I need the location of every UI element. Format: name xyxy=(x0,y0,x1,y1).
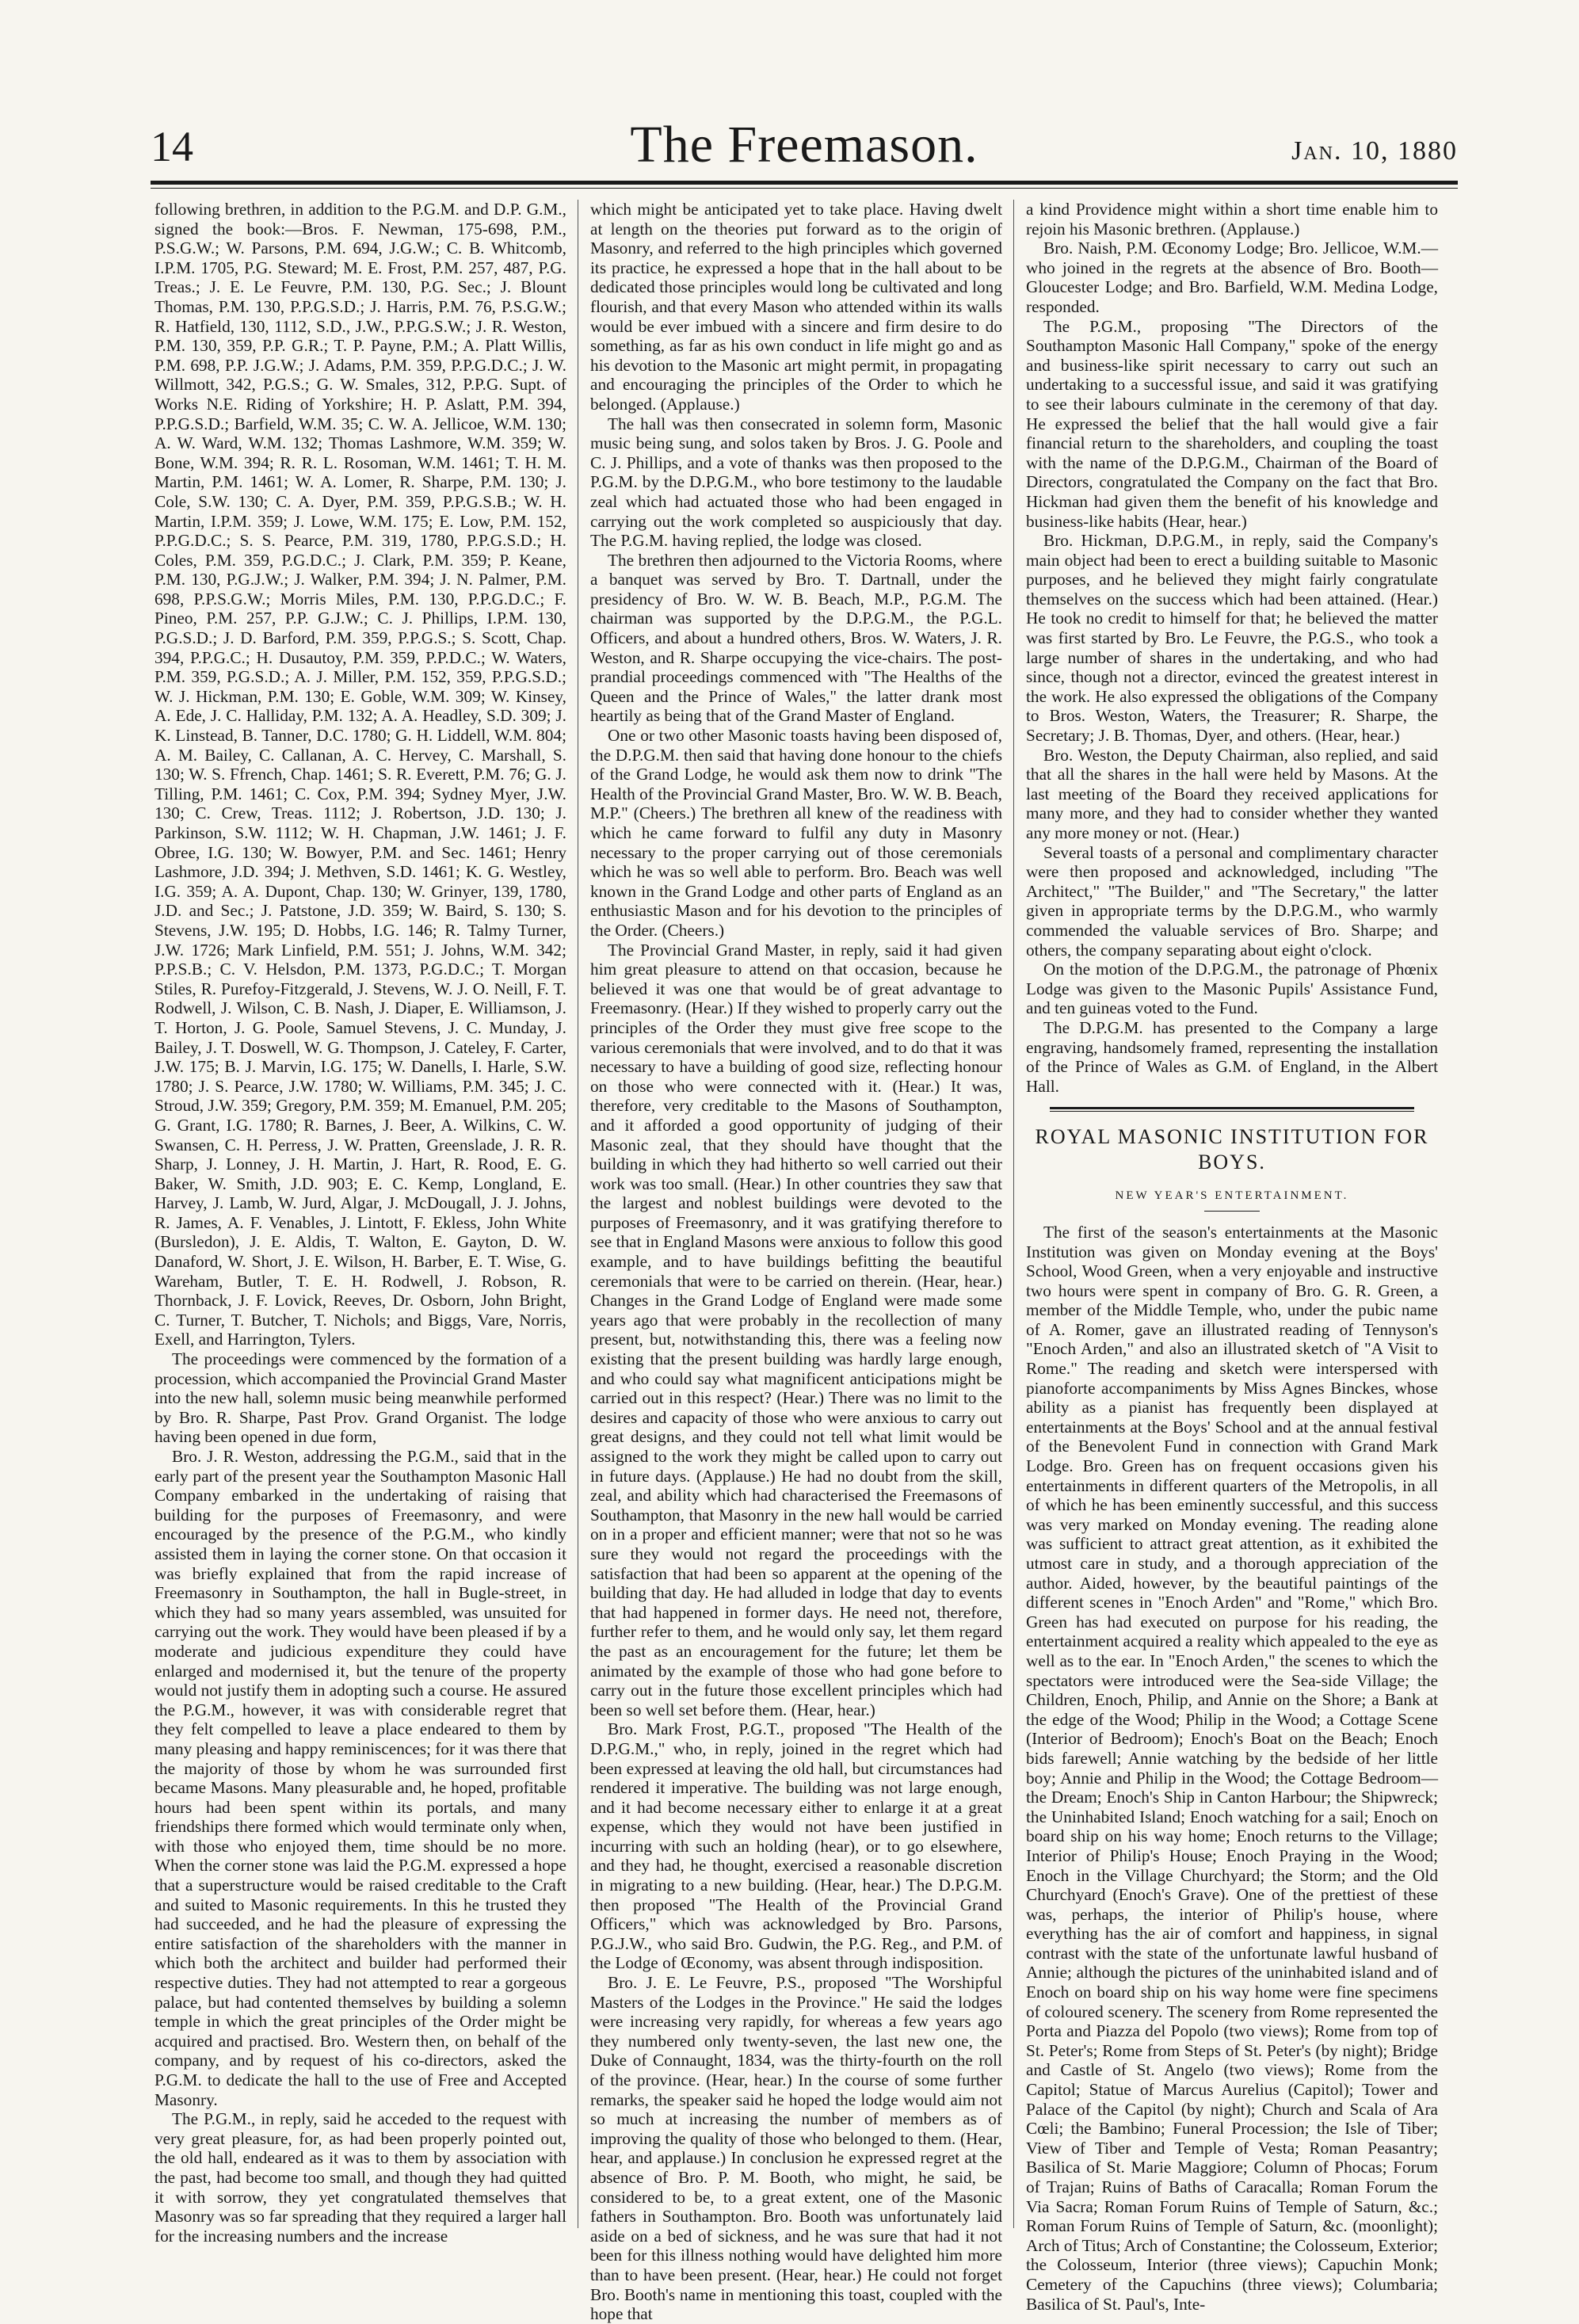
paragraph: Bro. Hickman, D.P.G.M., in reply, said the Company's main object had been to erect a building suitable to Masonic purposes, and he believed they might fairly congratulate themselves on the success which had been attained. (Hear.) He took no credit to himself for that; he believed the matter was first started by Bro. Le Feuvre, the P.G.S., who took a large number of shares in the undertaking, and who had since, though not a director, evinced the greatest interest in the work. He also expressed the obligations of the Company to Bros. Weston, Waters, the Treasurer; R. Sharpe, the Secretary; J. B. Thomas, Dyer, and others. (Hear, hear.) xyxy=(1026,531,1438,746)
paragraph: The Provincial Grand Master, in reply, said it had given him great pleasure to attend on that occasion, because he believed it was one that would be of great advantage to Freemasonry. (Hear.) If they wished to properly carry out the principles of the Order they must give free scope to the various ceremonials that were involved, and to do that it was necessary to have a building of good size, reflecting honour on those who were connected with it. (Hear.) It was, therefore, very creditable to the Masons of Southampton, and it afforded a good opportunity of judging of their Masonic zeal, that they should have thought that the building in which they had hitherto so well carried out their work was too small. (Hear.) In other countries they saw that the largest and noblest buildings were devoted to the purposes of Freemasonry, and it was gratifying therefore to see that in England Masons were anxious to follow this good example, and to have buildings befitting the beautiful ceremonials that were to be carried on therein. (Hear, hear.) Changes in the Grand Lodge of England were made some years ago that were probably in the recollection of many present, but, notwithstanding this, there was a feeling now existing that the present building was hardly large enough, and who could say what magnificent anticipations might be carried out in this respect? (Hear.) There was no limit to the desires and capacity of those who were anxious to carry out great designs, and they could not tell what limit would be assigned to the work they might be called upon to carry out in future days. (Applause.) He had no doubt from the skill, zeal, and ability which had characterised the Freemasons of Southampton, that Masonry in the new hall would be carried on in a proper and efficient manner; were that not so he was sure they would not regard the proceedings with the satisfaction that had been so apparent at the opening of the building that day. He had alluded in lodge that day to events that had happened in former days. He need not, therefore, further refer to them, and he would only say, let them regard the past as an encouragement for the future; let them be animated by the example of those who had gone before to carry out in the future those excellent principles which had been so well set before them. (Hear, hear.) xyxy=(590,940,1002,1719)
masthead-rule-thin xyxy=(151,188,1458,189)
paragraph: Bro. Weston, the Deputy Chairman, also replied, and said that all the shares in the hall were held by Masons. At the last meeting of the Board they received applications for many more, and they had to consider whether they wanted any more money or not. (Hear.) xyxy=(1026,745,1438,842)
paragraph: which might be anticipated yet to take place. Having dwelt at length on the theories put forward as to the origin of Masonry, and referred to the high principles which governed its practice, he expressed a hope that in the hall about to be dedicated those principles would long be cultivated and long flourish, and that every Mason who attended within its walls would be ever imbued with a sincere and firm desire to do something, as far as his own conduct in life might go and as his devotion to the Masonic art might permit, in propagating and encouraging the principles of the Order to which he belonged. (Applause.) xyxy=(590,200,1002,414)
column-divider xyxy=(1013,200,1014,2228)
subheading-rule xyxy=(1204,1211,1260,1212)
paragraph: The first of the season's entertainments at the Masonic Institution was given on Monday evening at the Boys' School, Wood Green, when a very enjoyable and instructive two hours were spent in company of Bro. G. R. Green, a member of the Middle Temple, who, under the pubic name of A. Romer, gave an illustrated reading of Tennyson's "Enoch Arden," and also an illustrated sketch of "A Visit to Rome." The reading and sketch were interspersed with pianoforte accompaniments by Miss Agnes Binckes, whose ability as a pianist has frequently been displayed at entertainments at the Boys' School and at the annual festival of the Benevolent Fund in connection with Grand Mark Lodge. Bro. Green has on frequent occasions given his entertainments in different quarters of the Metropolis, in all of which he has been eminently successful, and this success was very marked on Monday evening. The reading alone was sufficient to attract great attention, as it exhibited the utmost care in study, and a thorough appreciation of the author. Aided, however, by the beautiful paintings of the different scenes in "Enoch Arden" and "Rome," which Bro. Green has had executed on purpose for his reading, the entertainment acquired a reality which appealed to the eye as well as to the ear. In "Enoch Arden," the scenes to which the spectators were introduced were the Sea-side Village; the Children, Enoch, Philip, and Annie on the Shore; a Bank at the edge of the Wood; Philip in the Wood; a Cottage Scene (Interior of Bedroom); Enoch's Boat on the Beach; Enoch bids farewell; Annie watching by the bedside of her little boy; Annie and Philip in the Wood; the Cottage Bedroom—the Dream; Enoch's Ship in Canton Harbour; the Shipwreck; the Uninhabited Island; Enoch watching for a sail; Enoch on board ship on his way home; Enoch returns to the Village; Interior of Philip's House; Enoch Praying in the Wood; Enoch in the Village Churchyard; the Storm; and the Old Churchyard (Enoch's Grave). One of the prettiest of these was, perhaps, the interior of Philip's house, where everything has the air of comfort and happiness, in signal contrast with the state of the unfortunate lawful husband of Annie; although the pictures of the uninhabited island and of Enoch on board ship on his way home were fine specimens of coloured scenery. The scenery from Rome represented the Porta and Piazza del Popolo (two views); Rome from top of St. Peter's; Rome from Steps of St. Peter's (by night); Bridge and Castle of St. Angelo (two views); Rome from the Capitol; Statue of Marcus Aurelius (Capitol); Tower and Palace of the Capitol (by night); Church and Scala of Ara Cœli; the Bambino; Funeral Procession; the Isle of Tiber; View of Tiber and Temple of Vesta; Roman Peasantry; Basilica of St. Marie Maggiore; Column of Phocas; Forum of Trajan; Ruins of Baths of Caracalla; Roman Forum the Via Sacra; Roman Forum Ruins of Temple of Saturn, &c.; Roman Forum Ruins of Temple of Saturn, &c. (moonlight); Arch of Titus; Arch of Constantine; the Colosseum, Exterior; the Colosseum, Interior (three views); Capuchin Monk; Cemetery of the Capuchins (three views); Columbaria; Basilica of St. Paul's, Inte- xyxy=(1026,1222,1438,2314)
page-number: 14 xyxy=(151,123,193,170)
column-1 xyxy=(154,200,566,2246)
column-3 xyxy=(1026,200,1438,2314)
paragraph: Bro. J. R. Weston, addressing the P.G.M., said that in the early part of the present year the Southampton Masonic Hall Company embarked in the undertaking of raising that building for the purposes of Freemasonry, and were encouraged by the presence of the P.G.M., who kindly assisted them in laying the corner stone. On that occasion it was briefly explained that from the rapid increase of Freemasonry in Southampton, the hall in Bugle-street, in which they had so many years assembled, was unsuited for carrying out the work. They would have been pleased if by a moderate and judicious expenditure they could have enlarged and modernised it, but the tenure of the property would not justify them in adopting such a course. He assured the P.G.M., however, it was with considerable regret that they felt compelled to leave a place endeared to them by many pleasing and happy reminiscences; for it was there that the majority of those by whom he was surrounded first became Masons. Many pleasurable and, he hoped, profitable hours had been spent within its portals, and many friendships there formed which would terminate only when, with those who enjoyed them, time should be no more. When the corner stone was laid the P.G.M. expressed a hope that a superstructure would be raised creditable to the Craft and suited to Masonic requirements. In this he trusted they had succeeded, and he had the pleasure of expressing the entire satisfaction of the shareholders with the manner in which both the architect and builder had performed their respective duties. They had not attempted to rear a gorgeous palace, but had contented themselves by building a solemn temple in which the great principles of the Order might be acquired and practised. Bro. Western then, on behalf of the company, and by request of his co-directors, asked the P.G.M. to dedicate the hall to the use of Free and Accepted Masonry. xyxy=(154,1447,566,2109)
paragraph: On the motion of the D.P.G.M., the patronage of Phœnix Lodge was given to the Masonic Pupils' Assistance Fund, and ten guineas voted to the Fund. xyxy=(1026,960,1438,1018)
paragraph: One or two other Masonic toasts having been disposed of, the D.P.G.M. then said that having done honour to the chiefs of the Grand Lodge, he would ask them now to drink "The Health of the Provincial Grand Master, Bro. W. W. B. Beach, M.P." (Cheers.) The brethren all knew of the readiness with which he came forward to fulfil any duty in Masonry necessary to the proper carrying out of those ceremonials which he was so well able to perform. Bro. Beach was well known in the Grand Lodge and other parts of England as an enthusiastic Mason and for his devotion to the principles of the Order. (Cheers.) xyxy=(590,726,1002,940)
section-divider xyxy=(1050,1107,1414,1109)
paragraph: a kind Providence might within a short time enable him to rejoin his Masonic brethren. (Applause.) xyxy=(1026,200,1438,239)
paragraph: The D.P.G.M. has presented to the Company a large engraving, handsomely framed, representing the installation of the Prince of Wales as G.M. of England, in the Albert Hall. xyxy=(1026,1017,1438,1096)
paragraph: Bro. J. E. Le Feuvre, P.S., proposed "The Worshipful Masters of the Lodges in the Province." He said the lodges were increasing very rapidly, for whereas a few years ago they numbered only twenty-seven, the last new one, the Duke of Connaught, 1834, was the thirty-fourth on the roll of the province. (Hear, hear.) In the course of some further remarks, the speaker said he hoped the lodge would aim not so much at increasing the number of members as of improving the quality of those who belonged to them. (Hear, hear, and applause.) In conclusion he expressed regret at the absence of Bro. P. M. Booth, who might, he said, be considered to be, to a great extent, one of the Masonic fathers in Southampton. Bro. Booth was unfortunately laid aside on a bed of sickness, and he was sure that had it not been for this illness nothing would have delighted him more than to have been present. (Hear, hear.) He could not forget Bro. Booth's name in mentioning this toast, coupled with the hope that xyxy=(590,1973,1002,2324)
masthead xyxy=(151,116,1458,176)
paragraph: following brethren, in addition to the P.G.M. and D.P. G.M., signed the book:—Bros. F. Newman, 175-698, P.M., P.S.G.W.; W. Parsons, P.M. 694, J.G.W.; C. B. Whitcomb, I.P.M. 1705, P.G. Steward; M. E. Frost, P.M. 257, 487, P.G. Treas.; J. E. Le Feuvre, P.M. 130, P.G. Sec.; J. Blount Thomas, P.M. 130, P.P.G.S.D.; J. Harris, P.M. 76, P.S.G.W.; R. Hatfield, 130, 1112, S.D., J.W., P.P.G.S.W.; J. R. Weston, P.M. 130, 359, P.P. G.R.; T. P. Payne, P.M.; A. Platt Willis, P.M. 698, P.P. J.G.W.; J. Adams, P.M. 359, P.P.G.D.C.; J. W. Willmott, 342, P.G.S.; G. W. Smales, 312, P.P.G. Supt. of Works N.E. Riding of Yorkshire; H. P. Aslatt, P.M. 394, P.P.G.S.D.; Barfield, W.M. 35; C. W. A. Jellicoe, W.M. 130; A. W. Ward, W.M. 132; Thomas Lashmore, W.M. 359; W. Bone, W.M. 394; R. R. L. Rosoman, W.M. 1461; T. H. M. Martin, P.M. 1461; W. A. Lomer, R. Sharpe, P.M. 130; J. Cole, S.W. 130; C. A. Dyer, P.M. 359, P.P.G.S.B.; W. H. Martin, I.P.M. 359; J. Lowe, W.M. 175; E. Low, P.M. 152, P.P.G.D.C.; S. S. Pearce, P.M. 319, 1780, P.P.G.S.D.; H. Coles, P.M. 359, P.G.D.C.; J. Clark, P.M. 359; P. Keane, P.M. 130, P.G.J.W.; J. Walker, P.M. 394; J. N. Palmer, P.M. 698, P.P.S.G.W.; Morris Miles, P.M. 130, P.P.G.D.C.; F. Pineo, P.M. 257, P.P. G.J.W.; C. J. Phillips, I.P.M. 130, P.G.S.D.; J. D. Barford, P.M. 359, P.P.G.S.; S. Scott, Chap. 394, P.P.G.C.; H. Dusautoy, P.M. 359, P.P.D.C.; W. Waters, P.M. 359, P.G.S.D.; A. J. Miller, P.M. 152, 359, P.P.G.S.D.; W. J. Hickman, P.M. 130; E. Goble, W.M. 309; W. Kinsey, A. Ede, J. C. Halliday, P.M. 132; A. A. Headley, S.D. 309; J. K. Linstead, B. Tanner, D.C. 1780; G. H. Liddell, W.M. 804; A. M. Bailey, C. Callanan, A. C. Hervey, C. Marshall, S. 130; W. S. Ffrench, Chap. 1461; S. R. Everett, P.M. 76; G. J. Tilling, P.M. 1461; C. Cox, P.M. 394; Sydney Myer, J.W. 130; C. Crew, Treas. 1112; J. Robertson, J.D. 130; J. Parkinson, S.W. 1112; W. H. Chapman, J.W. 1461; J. F. Obree, I.G. 130; W. Bowyer, P.M. and Sec. 1461; Henry Lashmore, J.D. 394; J. Methven, S.D. 1461; K. G. Westley, I.G. 359; A. A. Dupont, Chap. 130; W. Grinyer, 139, 1780, J.D. and Sec.; J. Patstone, J.D. 359; W. Baird, S. 130; S. Stevens, J.W. 195; D. Hobbs, I.G. 146; R. Talmy Turner, J.W. 1726; Mark Linfield, P.M. 551; J. Johns, W.M. 342; P.P.S.B.; C. V. Helsdon, P.M. 1373, P.G.D.C.; T. Morgan Stiles, R. Purefoy-Fitzgerald, J. Stevens, W. J. O. Neill, F. T. Rodwell, J. Wilson, C. B. Nash, J. Diaper, E. Williamson, J. T. Horton, J. G. Poole, Samuel Stevens, J. C. Munday, J. Bailey, J. T. Doswell, W. G. Thompson, J. Cateley, F. Carter, J.W. 175; B. J. Marvin, I.G. 175; W. Danells, I. Harle, S.W. 1780; J. S. Pearce, J.W. 1780; W. Williams, P.M. 345; J. C. Stroud, J.W. 359; Gregory, P.M. 359; M. Emanuel, P.M. 205; G. Grant, I.G. 1780; R. Barnes, J. Beer, A. Wilkins, C. W. Swansen, C. H. Perress, J. W. Pratten, Greenslade, J. R. R. Sharp, J. Lonney, J. H. Martin, J. Hart, R. Rood, E. G. Baker, W. Smith, J.D. 903; E. C. Kemp, Longland, E. Harvey, J. Lamb, W. Jurd, Algar, J. McDougall, J. J. Johns, R. James, A. F. Venables, J. Lintott, F. Ekless, John White (Bursledon), J. E. Aldis, T. Walton, E. Gayton, D. W. Danaford, W. Short, J. E. Wilson, H. Barber, E. T. Wise, G. Wareham, Butler, T. E. H. Rodwell, J. Robson, R. Thornback, J. F. Lovick, Reeves, Dr. Osborn, John Bright, C. Turner, T. Butcher, T. Nichols; and Biggs, Vare, Norris, Exell, and Harrington, Tylers. xyxy=(154,200,566,1349)
issue-date: Jan. 10, 1880 xyxy=(1291,136,1458,166)
paragraph: The P.G.M., in reply, said he acceded to the request with very great pleasure, for, as had been properly pointed out, the old hall, endeared as it was to them by association with the past, had become too small, and though they had quitted it with sorrow, they yet congratulated themselves that Masonry was so far spreading that they required a larger hall for the increasing numbers and the increase xyxy=(154,2109,566,2246)
section-heading: ROYAL MASONIC INSTITUTION FOR BOYS. xyxy=(1035,1125,1429,1174)
section-subheading: NEW YEAR'S ENTERTAINMENT. xyxy=(1115,1189,1349,1203)
paragraph: The hall was then consecrated in solemn form, Masonic music being sung, and solos taken by Bros. J. G. Poole and C. J. Phillips, and a vote of thanks was then proposed to the P.G.M. by the D.P.G.M., who bore testimony to the laudable zeal which had actuated those who had been engaged in carrying out the work completed so auspiciously that day. The P.G.M. having replied, the lodge was closed. xyxy=(590,414,1002,551)
paragraph: The proceedings were commenced by the formation of a procession, which accompanied the Provincial Grand Master into the new hall, solemn music being meanwhile performed by Bro. R. Sharpe, Past Prov. Grand Organist. The lodge having been opened in due form, xyxy=(154,1349,566,1447)
paragraph: The P.G.M., proposing "The Directors of the Southampton Masonic Hall Company," spoke of the energy and business-like spirit necessary to carry out such an undertaking to a successful issue, and said it was gratifying to see their labours culminate in the ceremony of that day. He expressed the belief that the hall would give a fair financial return to the shareholders, and coupling the toast with the name of the D.P.G.M., Chairman of the Board of Directors, congratulated the Company on the fact that Bro. Hickman had given them the benefit of his knowledge and business-like habits (Hear, hear.) xyxy=(1026,316,1438,531)
masthead-rule-thick xyxy=(151,181,1458,185)
newspaper-title: The Freemason. xyxy=(630,116,978,174)
section-divider-thin xyxy=(1050,1111,1414,1112)
paragraph: The brethren then adjourned to the Victoria Rooms, where a banquet was served by Bro. T. Dartnall, under the presidency of Bro. W. W. B. Beach, M.P., P.G.M. The chairman was supported by the D.P.G.M., the P.G.L. Officers, and about a hundred others, Bros. W. Waters, J. R. Weston, and R. Sharpe occupying the vice-chairs. The post-prandial proceedings commenced with "The Healths of the Queen and the Prince of Wales," the latter drank most heartily as being that of the Grand Master of England. xyxy=(590,550,1002,726)
paragraph: Bro. Mark Frost, P.G.T., proposed "The Health of the D.P.G.M.," who, in reply, joined in the regret which had been expressed at leaving the old hall, but circumstances had rendered it imperative. The building was not large enough, and it had become necessary either to enlarge it at a great expense, which they would not have been justified in incurring with such an holding (hear), or to go elsewhere, and they had, he thought, exercised a reasonable discretion in migrating to a new building. (Hear, hear.) The D.P.G.M. then proposed "The Health of the Provincial Grand Officers," which was acknowledged by Bro. Parsons, P.G.J.W., who said Bro. Gudwin, the P.G. Reg., and P.M. of the Lodge of Œconomy, was absent through indisposition. xyxy=(590,1719,1002,1973)
column-2 xyxy=(590,200,1002,2324)
paragraph: Bro. Naish, P.M. Œconomy Lodge; Bro. Jellicoe, W.M.—who joined in the regrets at the absence of Bro. Booth—Gloucester Lodge; and Bro. Barfield, W.M. Medina Lodge, responded. xyxy=(1026,239,1438,316)
paragraph: Several toasts of a personal and complimentary character were then proposed and acknowledged, including "The Architect," "The Builder," and "The Secretary," the latter given in appropriate terms by the D.P.G.M., who warmly commended the valuable services of Bro. Sharpe; and others, the company separating about eight o'clock. xyxy=(1026,842,1438,960)
